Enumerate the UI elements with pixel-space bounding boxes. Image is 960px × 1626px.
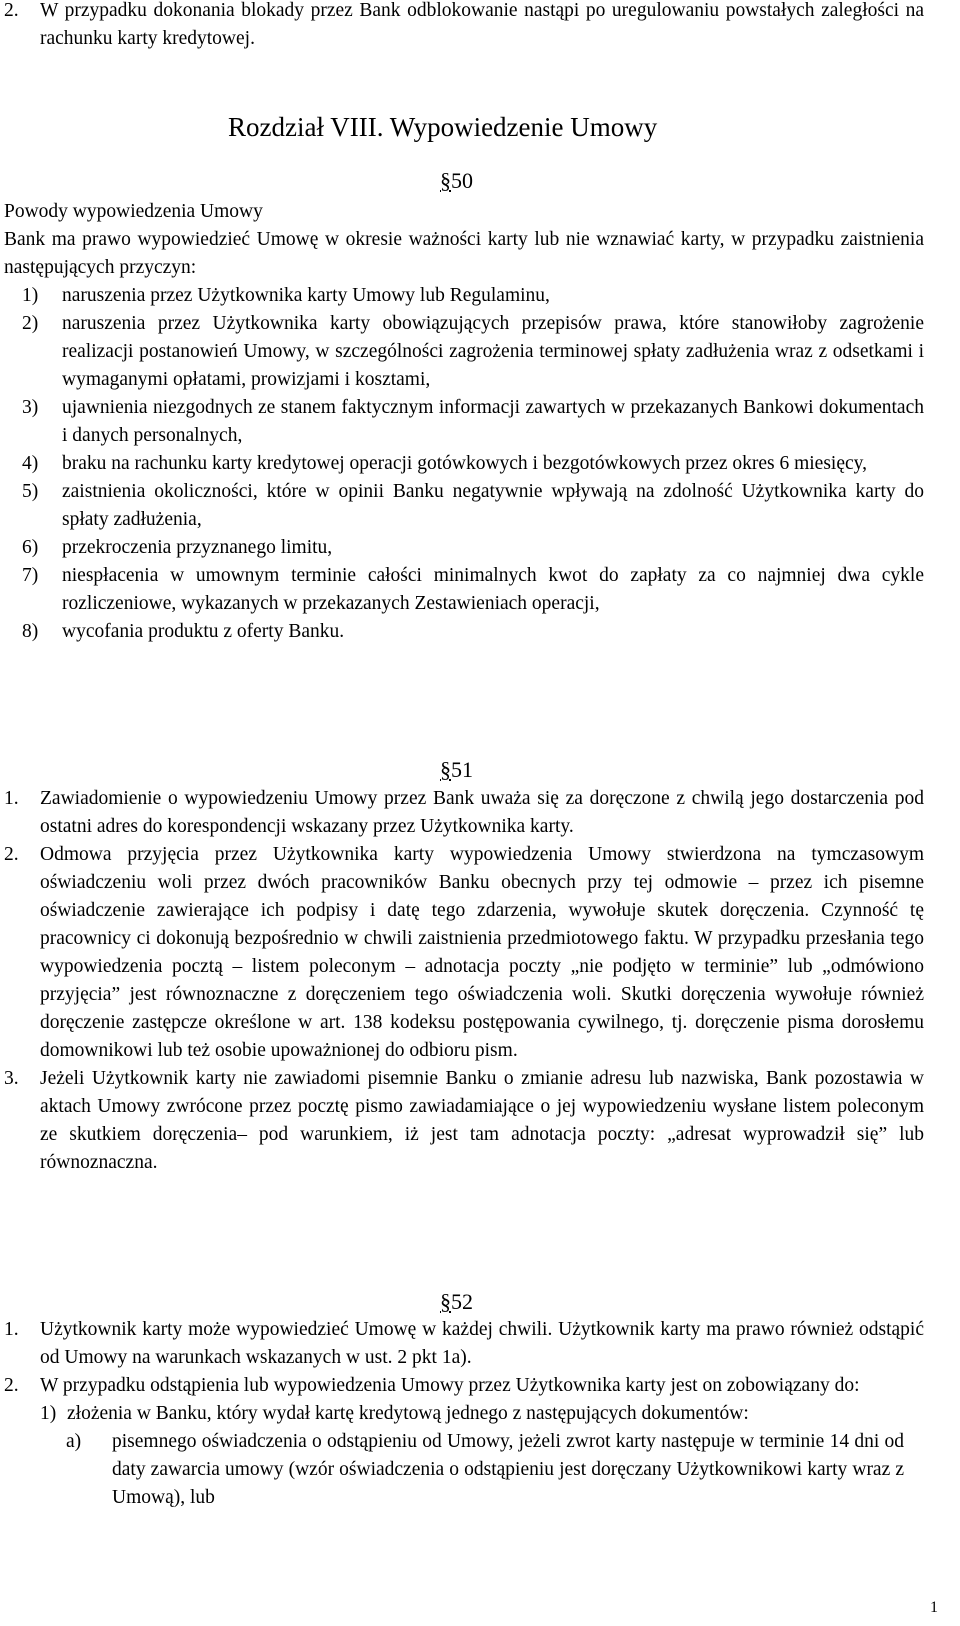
section-sign: §: [440, 1289, 451, 1314]
section-52-list: [4, 1316, 924, 1512]
section-51-list: [4, 785, 924, 1177]
list-item: 7) niespłacenia w umownym terminie całości minimalnych kwot do zapłaty za co najmniej dwa cykle rozliczeniowe, wykazanych w przekazanych Zestawieniach operacji,: [22, 565, 924, 614]
list-item: 3. Jeżeli Użytkownik karty nie zawiadomi pisemnie Banku o zmianie adresu lub nazwiska, Bank pozostawia w aktach Umowy zwrócone przez pocztę pismo zawiadamiające o jej wypowiedzeniu wysłane listem poleconym ze skutkiem doręczenia– pod warunkiem, iż jest tam adnotacja poczty: „adresat wyprowadził się” lub równoznaczna.: [4, 1068, 924, 1173]
page-number: 1: [930, 1599, 938, 1616]
top-item: [4, 0, 924, 53]
sub-sub-list-item: a) pisemnego oświadczenia o odstąpieniu od Umowy, jeżeli zwrot karty następuje w terminie 14 dni od daty zawarcia umowy (wzór oświadczenia o odstąpieniu jest doręczany Użytkownikowi karty wraz z Umową), lub: [66, 1431, 904, 1508]
list-item: 2. Odmowa przyjęcia przez Użytkownika karty wypowiedzenia Umowy stwierdzona na tymczasowym oświadczeniu woli przez dwóch pracowników Banku obecnych przy tej odmowie – przez ich pisemne oświadczenie zawierające ich podpisy i datę tego zdarzenia, wywołuje skutek doręczenia. Czynność tę pracownicy ci dokonują bezpośrednio w chwili zaistnienia przedmiotowego faktu. W przypadku przesłania tego wypowiedzenia pocztą – listem poleconym – adnotacja poczty „nie podjęto w terminie” lub „odmówiono przyjęcia” jest równoznaczne z doręczeniem tego oświadczenia woli. Skutki doręczenia wywołuje również doręczenie zastępcze określone w art. 138 kodeksu postępowania cywilnego, tj. doręczenie pisma dorosłemu domownikowi lub też osobie upoważnionej do odbioru pism.: [4, 844, 924, 1061]
list-item: 8) wycofania produktu z oferty Banku.: [22, 621, 345, 642]
section-50-intro: Bank ma prawo wypowiedzieć Umowę w okresie ważności karty lub nie wznawiać karty, w przypadku zaistnienia następujących przyczyn:: [4, 229, 924, 278]
top-item-number: 2.: [4, 0, 19, 21]
list-item: 5) zaistnienia okoliczności, które w opinii Banku negatywnie wpływają na zdolność Użytkownika karty do spłaty zadłużenia,: [22, 481, 924, 530]
list-item: 3) ujawnienia niezgodnych ze stanem faktycznym informacji zawartych w przekazanych Bankowi dokumentach i danych personalnych,: [22, 397, 924, 446]
section-sign: §: [440, 757, 451, 782]
list-item: 1. Zawiadomienie o wypowiedzeniu Umowy przez Bank uważa się za doręczone z chwilą jego dostarczenia pod ostatni adres do korespondencji wskazany przez Użytkownika karty.: [4, 788, 924, 837]
list-item: 4) braku na rachunku karty kredytowej operacji gotówkowych i bezgotówkowych przez okres 6 miesięcy,: [22, 453, 868, 474]
section-50-heading: [440, 167, 473, 195]
section-50-number: 50: [451, 168, 473, 193]
section-52-number: 52: [451, 1289, 473, 1314]
list-item: 2) naruszenia przez Użytkownika karty obowiązujących przepisów prawa, które stanowiłoby zagrożenie realizacji postanowień Umowy, w szczególności zagrożenia terminowej spłaty zadłużenia wraz z odsetkami i wymaganymi opłatami, prowizjami i kosztami,: [22, 313, 924, 390]
section-51-heading: [440, 756, 473, 784]
section-51-number: 51: [451, 757, 473, 782]
sub-list-item: 1) złożenia w Banku, który wydał kartę kredytową jednego z następujących dokumentów:: [40, 1403, 749, 1424]
list-item: 2. W przypadku odstąpienia lub wypowiedzenia Umowy przez Użytkownika karty jest on zobowiązany do:: [4, 1375, 860, 1396]
list-item: 1) naruszenia przez Użytkownika karty Umowy lub Regulaminu,: [22, 285, 550, 306]
chapter-title: Rozdział VIII. Wypowiedzenie Umowy: [228, 112, 658, 142]
list-item: 1. Użytkownik karty może wypowiedzieć Umowę w każdej chwili. Użytkownik karty ma prawo również odstąpić od Umowy na warunkach wskazanych w ust. 2 pkt 1a).: [4, 1319, 924, 1368]
section-50-list: [4, 282, 924, 646]
section-50-subtitle: Powody wypowiedzenia Umowy: [4, 201, 263, 222]
section-52-heading: [440, 1288, 473, 1316]
list-item: 6) przekroczenia przyznanego limitu,: [22, 537, 333, 558]
section-sign: §: [440, 168, 451, 193]
top-item-text: W przypadku dokonania blokady przez Bank odblokowanie nastąpi po uregulowaniu powstałych zaległości na rachunku karty kredytowej.: [40, 0, 924, 49]
